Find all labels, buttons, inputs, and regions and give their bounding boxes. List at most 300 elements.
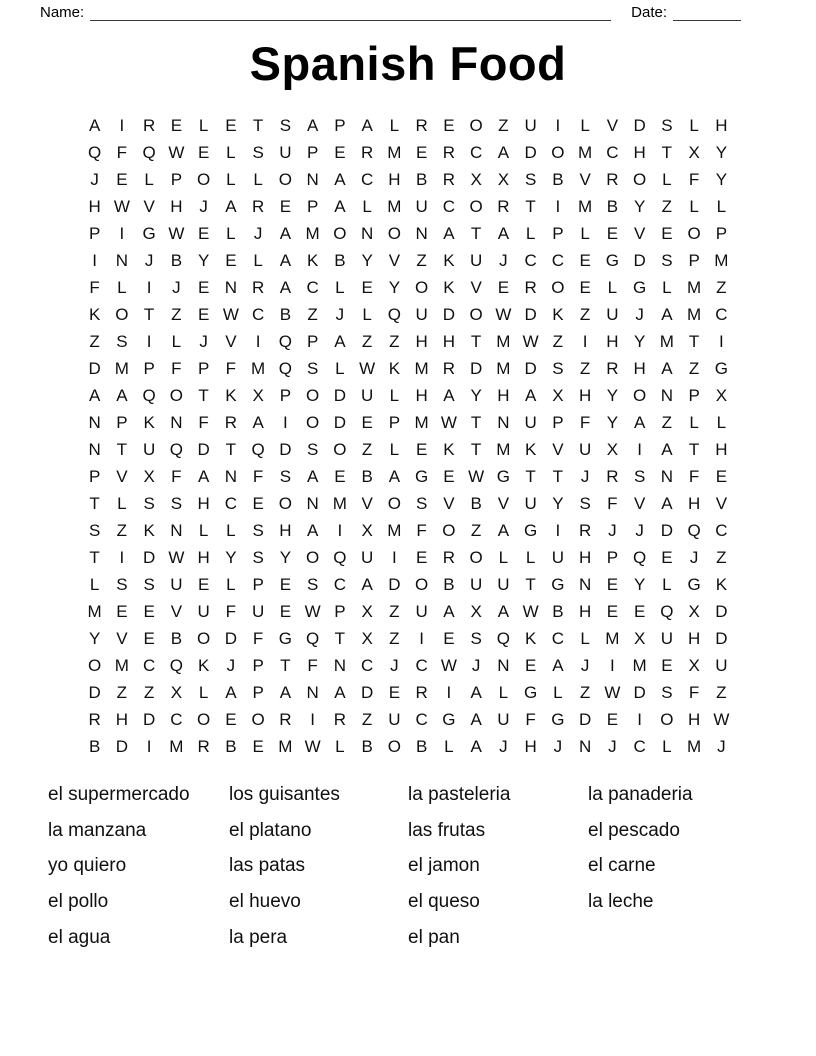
grid-letter-r23-c13: C	[415, 710, 428, 729]
grid-letter-r12-c15: T	[470, 413, 482, 432]
word-item: la pasteleria	[408, 784, 511, 805]
grid-letter-r6-c8: A	[279, 251, 292, 270]
grid-letter-r8-c22: A	[661, 305, 673, 324]
grid-letter-r11-c6: K	[225, 386, 237, 405]
grid-letter-r12-c12: P	[388, 413, 401, 432]
grid-letter-r4-c20: B	[606, 197, 619, 216]
grid-letter-r3-c4: P	[170, 170, 183, 189]
grid-letter-r9-c12: Z	[389, 332, 400, 351]
grid-letter-r24-c23: M	[687, 737, 702, 756]
grid-letter-r20-c3: E	[143, 629, 155, 648]
grid-letter-r7-c20: L	[607, 278, 618, 297]
grid-letter-r16-c9: A	[306, 521, 319, 540]
grid-letter-r2-c13: E	[415, 143, 428, 162]
grid-letter-r6-c3: J	[144, 251, 154, 270]
grid-letter-r4-c21: Y	[633, 197, 646, 216]
grid-letter-r7-c13: O	[415, 278, 429, 297]
grid-letter-r18-c16: U	[497, 575, 510, 594]
grid-letter-r18-c23: G	[687, 575, 701, 594]
grid-letter-r13-c14: K	[443, 440, 455, 459]
grid-letter-r8-c15: O	[469, 305, 483, 324]
grid-letter-r18-c20: E	[606, 575, 619, 594]
grid-letter-r24-c8: M	[278, 737, 293, 756]
grid-letter-r11-c8: P	[279, 386, 292, 405]
grid-letter-r9-c21: Y	[633, 332, 646, 351]
page-title: Spanish Food	[249, 37, 567, 90]
grid-letter-r1-c13: R	[415, 116, 428, 135]
grid-letter-r15-c22: A	[661, 494, 673, 513]
grid-letter-r20-c14: E	[443, 629, 455, 648]
grid-letter-r16-c8: H	[279, 521, 292, 540]
grid-letter-r19-c9: W	[304, 602, 321, 621]
grid-letter-r14-c17: T	[525, 467, 536, 486]
grid-letter-r5-c22: E	[661, 224, 673, 243]
grid-letter-r14-c10: E	[334, 467, 346, 486]
grid-letter-r14-c7: F	[252, 467, 264, 486]
grid-letter-r11-c22: N	[660, 386, 674, 405]
grid-letter-r6-c6: E	[225, 251, 237, 270]
grid-letter-r14-c15: W	[468, 467, 485, 486]
grid-letter-r10-c20: R	[606, 359, 619, 378]
grid-letter-r11-c2: A	[116, 386, 128, 405]
grid-letter-r7-c19: E	[579, 278, 591, 297]
grid-letter-r8-c24: C	[715, 305, 728, 324]
grid-letter-r2-c12: M	[387, 143, 402, 162]
grid-letter-r17-c15: O	[469, 548, 483, 567]
grid-letter-r19-c24: D	[715, 602, 728, 621]
grid-letter-r7-c24: Z	[716, 278, 727, 297]
grid-letter-r15-c16: V	[497, 494, 510, 513]
grid-letter-r11-c11: U	[360, 386, 374, 405]
grid-letter-r5-c5: E	[197, 224, 210, 243]
grid-letter-r3-c12: H	[388, 170, 401, 189]
grid-letter-r1-c1: A	[88, 116, 101, 135]
grid-letter-r6-c11: Y	[361, 251, 373, 270]
grid-letter-r20-c19: L	[580, 629, 590, 648]
grid-letter-r24-c14: L	[444, 737, 454, 756]
grid-letter-r18-c7: P	[252, 575, 264, 594]
name-label: Name:	[40, 4, 85, 21]
grid-letter-r10-c24: G	[714, 359, 728, 378]
grid-letter-r22-c22: S	[661, 683, 673, 702]
grid-letter-r22-c9: N	[306, 683, 319, 702]
word-list-column-3	[408, 777, 588, 956]
grid-letter-r10-c10: L	[335, 359, 345, 378]
grid-letter-r6-c2: N	[115, 251, 129, 270]
grid-letter-r21-c7: P	[252, 656, 264, 675]
grid-letter-r23-c4: C	[170, 710, 183, 729]
grid-letter-r5-c9: M	[305, 224, 320, 243]
grid-letter-r16-c15: Z	[470, 521, 482, 540]
grid-letter-r11-c12: L	[389, 386, 400, 405]
grid-letter-r20-c7: F	[252, 629, 264, 648]
word-item: la pera	[229, 926, 288, 948]
grid-letter-r21-c12: J	[390, 656, 399, 675]
name-blank-line	[90, 5, 611, 21]
grid-letter-r18-c4: U	[170, 575, 183, 594]
grid-letter-r10-c17: D	[524, 359, 537, 378]
grid-letter-r15-c7: E	[252, 494, 264, 513]
grid-letter-r1-c5: L	[198, 116, 209, 135]
grid-letter-r10-c5: P	[197, 359, 210, 378]
grid-letter-r24-c3: I	[146, 737, 152, 756]
grid-letter-r18-c21: Y	[633, 575, 646, 594]
grid-letter-r8-c23: M	[687, 305, 702, 324]
grid-letter-r20-c4: B	[170, 629, 183, 648]
grid-letter-r23-c15: A	[470, 710, 482, 729]
grid-letter-r11-c1: A	[88, 386, 101, 405]
grid-letter-r17-c2: I	[119, 548, 125, 567]
grid-letter-r13-c19: U	[578, 440, 592, 459]
grid-letter-r16-c16: A	[497, 521, 510, 540]
grid-letter-r8-c16: W	[495, 305, 512, 324]
grid-letter-r6-c10: B	[334, 251, 346, 270]
grid-letter-r19-c12: Z	[389, 602, 400, 621]
grid-letter-r6-c20: G	[605, 251, 619, 270]
grid-letter-r6-c23: P	[688, 251, 700, 270]
grid-letter-r18-c5: E	[197, 575, 210, 594]
grid-letter-r8-c20: U	[606, 305, 619, 324]
grid-letter-r4-c9: P	[306, 197, 319, 216]
word-item: el carne	[588, 855, 656, 877]
grid-letter-r7-c12: Y	[388, 278, 401, 297]
grid-letter-r11-c19: H	[578, 386, 592, 405]
grid-letter-r14-c9: A	[306, 467, 319, 486]
grid-letter-r1-c20: V	[606, 116, 619, 135]
grid-letter-r21-c19: J	[580, 656, 590, 675]
word-item: la panaderia	[588, 784, 693, 805]
grid-letter-r13-c11: Z	[361, 440, 373, 459]
grid-letter-r24-c12: O	[387, 737, 401, 756]
grid-letter-r21-c3: C	[142, 656, 156, 675]
grid-letter-r4-c12: M	[387, 197, 402, 216]
grid-letter-r3-c24: Y	[715, 170, 728, 189]
grid-letter-r21-c18: A	[552, 656, 564, 675]
grid-letter-r6-c24: M	[714, 251, 729, 270]
grid-letter-r5-c20: E	[606, 224, 619, 243]
grid-letter-r21-c13: C	[415, 656, 428, 675]
grid-letter-r14-c2: V	[116, 467, 128, 486]
grid-letter-r14-c11: B	[361, 467, 373, 486]
word-item: las patas	[229, 855, 306, 877]
grid-letter-r7-c5: E	[197, 278, 210, 297]
grid-letter-r1-c11: A	[361, 116, 373, 135]
grid-letter-r18-c8: E	[279, 575, 292, 594]
grid-letter-r8-c21: J	[635, 305, 644, 324]
grid-letter-r12-c17: U	[524, 413, 537, 432]
word-item: el pan	[408, 926, 460, 948]
grid-letter-r6-c5: Y	[197, 251, 210, 270]
grid-letter-r24-c1: B	[88, 737, 101, 756]
grid-letter-r12-c23: L	[689, 413, 699, 432]
grid-letter-r21-c9: F	[307, 656, 318, 675]
grid-letter-r16-c24: C	[715, 521, 728, 540]
grid-letter-r4-c7: R	[251, 197, 265, 216]
grid-letter-r20-c13: I	[419, 629, 424, 648]
grid-letter-r8-c17: D	[524, 305, 537, 324]
grid-letter-r15-c9: N	[306, 494, 319, 513]
grid-letter-r22-c6: A	[225, 683, 237, 702]
grid-letter-r19-c11: X	[361, 602, 373, 621]
grid-letter-r17-c4: W	[168, 548, 185, 567]
grid-letter-r15-c20: F	[607, 494, 618, 513]
grid-letter-r1-c16: Z	[498, 116, 509, 135]
grid-letter-r1-c6: E	[225, 116, 237, 135]
grid-letter-r17-c10: Q	[333, 548, 347, 567]
grid-letter-r11-c9: O	[306, 386, 320, 405]
grid-letter-r6-c21: D	[633, 251, 646, 270]
grid-letter-r15-c6: C	[224, 494, 238, 513]
grid-letter-r20-c24: D	[715, 629, 728, 648]
grid-letter-r24-c9: W	[304, 737, 321, 756]
grid-letter-r10-c23: Z	[688, 359, 700, 378]
grid-letter-r17-c13: E	[415, 548, 428, 567]
grid-letter-r9-c18: Z	[552, 332, 564, 351]
grid-letter-r24-c22: L	[662, 737, 672, 756]
grid-letter-r23-c5: O	[197, 710, 211, 729]
grid-letter-r13-c5: D	[197, 440, 210, 459]
grid-letter-r8-c10: J	[335, 305, 345, 324]
grid-letter-r7-c9: C	[306, 278, 319, 297]
grid-letter-r2-c23: X	[688, 143, 700, 162]
grid-letter-r5-c12: O	[387, 224, 401, 243]
word-item: las frutas	[408, 819, 486, 841]
grid-letter-r5-c24: P	[715, 224, 728, 243]
grid-letter-r16-c12: M	[387, 521, 402, 540]
grid-letter-r7-c4: J	[172, 278, 181, 297]
grid-letter-r19-c22: Q	[660, 602, 674, 621]
grid-letter-r6-c22: S	[661, 251, 673, 270]
grid-letter-r19-c13: U	[415, 602, 428, 621]
grid-letter-r2-c10: E	[334, 143, 346, 162]
grid-letter-r15-c19: S	[579, 494, 591, 513]
grid-letter-r18-c11: A	[361, 575, 373, 594]
grid-letter-r4-c10: A	[334, 197, 346, 216]
grid-letter-r2-c21: H	[633, 143, 646, 162]
grid-letter-r22-c12: E	[388, 683, 401, 702]
grid-letter-r13-c10: O	[333, 440, 347, 459]
grid-letter-r15-c21: V	[633, 494, 646, 513]
grid-letter-r4-c5: J	[199, 197, 208, 216]
grid-letter-r1-c9: A	[306, 116, 319, 135]
grid-letter-r9-c6: V	[225, 332, 237, 351]
grid-letter-r5-c3: G	[142, 224, 156, 243]
grid-letter-r11-c17: A	[524, 386, 537, 405]
grid-letter-r13-c18: V	[552, 440, 564, 459]
grid-letter-r10-c9: S	[306, 359, 319, 378]
grid-letter-r11-c4: O	[169, 386, 183, 405]
grid-letter-r23-c10: R	[333, 710, 347, 729]
grid-letter-r10-c18: S	[552, 359, 564, 378]
grid-letter-r3-c8: O	[278, 170, 292, 189]
grid-letter-r14-c3: X	[143, 467, 155, 486]
grid-letter-r20-c11: X	[361, 629, 373, 648]
grid-letter-r14-c14: E	[443, 467, 455, 486]
grid-letter-r1-c24: H	[715, 116, 728, 135]
grid-letter-r19-c16: A	[497, 602, 510, 621]
grid-letter-r19-c1: M	[87, 602, 102, 621]
grid-letter-r3-c1: J	[90, 170, 99, 189]
grid-letter-r18-c13: O	[415, 575, 429, 594]
grid-letter-r12-c4: N	[170, 413, 183, 432]
grid-letter-r3-c23: F	[688, 170, 700, 189]
grid-letter-r13-c21: I	[637, 440, 642, 459]
grid-letter-r17-c20: P	[606, 548, 619, 567]
grid-letter-r12-c18: P	[552, 413, 564, 432]
grid-letter-r7-c1: F	[89, 278, 100, 297]
grid-letter-r21-c24: U	[715, 656, 728, 675]
grid-letter-r20-c1: Y	[88, 629, 101, 648]
grid-letter-r11-c3: Q	[142, 386, 156, 405]
grid-letter-r12-c9: O	[306, 413, 320, 432]
grid-letter-r3-c14: R	[442, 170, 456, 189]
grid-letter-r17-c14: R	[442, 548, 456, 567]
grid-letter-r24-c5: R	[197, 737, 210, 756]
grid-letter-r11-c16: H	[497, 386, 510, 405]
grid-letter-r2-c11: R	[360, 143, 374, 162]
grid-letter-r3-c6: L	[226, 170, 236, 189]
grid-letter-r8-c4: Z	[171, 305, 182, 324]
grid-letter-r11-c23: P	[688, 386, 700, 405]
grid-letter-r22-c19: Z	[579, 683, 591, 702]
grid-letter-r6-c15: U	[469, 251, 483, 270]
grid-letter-r14-c12: A	[388, 467, 401, 486]
grid-letter-r11-c5: T	[198, 386, 209, 405]
grid-letter-r16-c7: S	[252, 521, 264, 540]
grid-letter-r21-c17: E	[524, 656, 537, 675]
grid-letter-r13-c23: T	[688, 440, 700, 459]
grid-letter-r11-c14: A	[443, 386, 455, 405]
grid-letter-r9-c7: I	[255, 332, 261, 351]
grid-letter-r7-c22: L	[662, 278, 672, 297]
grid-letter-r23-c8: R	[279, 710, 292, 729]
grid-letter-r12-c16: N	[497, 413, 510, 432]
grid-letter-r5-c19: L	[580, 224, 590, 243]
grid-letter-r13-c4: Q	[169, 440, 183, 459]
grid-letter-r7-c23: M	[687, 278, 702, 297]
grid-letter-r20-c23: H	[687, 629, 701, 648]
grid-letter-r6-c13: Z	[416, 251, 427, 270]
grid-letter-r9-c13: H	[415, 332, 428, 351]
grid-letter-r16-c3: K	[143, 521, 155, 540]
grid-letter-r5-c2: I	[119, 224, 125, 243]
grid-letter-r9-c3: I	[146, 332, 152, 351]
grid-letter-r5-c15: T	[470, 224, 482, 243]
grid-letter-r22-c8: A	[279, 683, 292, 702]
grid-letter-r15-c23: H	[687, 494, 701, 513]
grid-letter-r22-c13: R	[415, 683, 428, 702]
grid-letter-r24-c4: M	[169, 737, 184, 756]
grid-letter-r3-c19: V	[579, 170, 591, 189]
grid-letter-r14-c23: F	[688, 467, 700, 486]
grid-letter-r20-c18: C	[551, 629, 565, 648]
word-item: el huevo	[229, 891, 301, 913]
grid-letter-r13-c20: X	[606, 440, 619, 459]
grid-letter-r1-c3: R	[142, 116, 156, 135]
grid-letter-r7-c10: L	[335, 278, 345, 297]
grid-letter-r22-c24: Z	[716, 683, 727, 702]
grid-letter-r4-c14: C	[442, 197, 456, 216]
grid-letter-r21-c4: Q	[169, 656, 183, 675]
grid-letter-r23-c1: R	[88, 710, 101, 729]
grid-letter-r9-c1: Z	[89, 332, 100, 351]
grid-letter-r19-c19: H	[578, 602, 592, 621]
grid-letter-r13-c7: Q	[251, 440, 265, 459]
grid-letter-r5-c6: L	[226, 224, 236, 243]
grid-letter-r18-c19: N	[578, 575, 592, 594]
grid-letter-r24-c6: B	[225, 737, 237, 756]
grid-letter-r3-c9: N	[306, 170, 319, 189]
grid-letter-r5-c13: N	[415, 224, 428, 243]
grid-letter-r22-c4: X	[170, 683, 183, 702]
grid-letter-r11-c20: Y	[606, 386, 619, 405]
grid-letter-r16-c19: R	[578, 521, 592, 540]
grid-letter-r15-c1: T	[89, 494, 100, 513]
grid-letter-r22-c21: D	[633, 683, 646, 702]
grid-letter-r18-c9: S	[306, 575, 319, 594]
grid-letter-r9-c24: I	[719, 332, 724, 351]
grid-letter-r17-c9: O	[306, 548, 320, 567]
grid-letter-r2-c9: P	[306, 143, 319, 162]
grid-letter-r2-c3: Q	[142, 143, 156, 162]
grid-letter-r10-c3: P	[143, 359, 155, 378]
grid-letter-r4-c6: A	[225, 197, 237, 216]
grid-letter-r2-c1: Q	[88, 143, 102, 162]
grid-letter-r9-c17: W	[522, 332, 539, 351]
grid-letter-r2-c18: O	[551, 143, 565, 162]
grid-letter-r4-c24: L	[716, 197, 727, 216]
grid-letter-r22-c18: L	[553, 683, 563, 702]
grid-letter-r12-c5: F	[198, 413, 209, 432]
grid-letter-r10-c19: Z	[579, 359, 591, 378]
grid-letter-r5-c14: A	[443, 224, 455, 243]
grid-letter-r23-c14: G	[442, 710, 456, 729]
grid-letter-r7-c3: I	[146, 278, 152, 297]
grid-letter-r23-c16: U	[497, 710, 510, 729]
grid-letter-r17-c23: J	[689, 548, 699, 567]
grid-letter-r5-c4: W	[168, 224, 185, 243]
grid-letter-r11-c18: X	[552, 386, 564, 405]
grid-letter-r6-c7: L	[253, 251, 263, 270]
grid-letter-r8-c11: L	[362, 305, 372, 324]
grid-letter-r24-c21: C	[633, 737, 646, 756]
grid-letter-r17-c19: H	[578, 548, 592, 567]
grid-letter-r21-c6: J	[226, 656, 236, 675]
grid-letter-r12-c7: A	[252, 413, 264, 432]
word-item: yo quiero	[48, 855, 127, 877]
grid-letter-r2-c15: C	[469, 143, 483, 162]
grid-letter-r10-c11: W	[359, 359, 376, 378]
grid-letter-r10-c13: M	[414, 359, 429, 378]
grid-letter-r7-c15: V	[470, 278, 482, 297]
grid-letter-r12-c20: Y	[606, 413, 619, 432]
grid-letter-r17-c24: Z	[716, 548, 727, 567]
grid-letter-r9-c16: M	[496, 332, 511, 351]
grid-letter-r21-c22: E	[661, 656, 673, 675]
grid-letter-r17-c18: U	[551, 548, 565, 567]
grid-letter-r1-c23: L	[689, 116, 699, 135]
grid-letter-r2-c5: E	[197, 143, 210, 162]
grid-letter-r5-c7: J	[253, 224, 263, 243]
grid-letter-r19-c8: E	[279, 602, 292, 621]
grid-letter-r12-c2: P	[116, 413, 128, 432]
grid-letter-r3-c16: X	[497, 170, 510, 189]
grid-letter-r19-c20: E	[606, 602, 619, 621]
grid-letter-r4-c8: E	[279, 197, 292, 216]
grid-letter-r17-c17: L	[525, 548, 536, 567]
grid-letter-r2-c24: Y	[715, 143, 728, 162]
grid-letter-r9-c2: S	[116, 332, 128, 351]
